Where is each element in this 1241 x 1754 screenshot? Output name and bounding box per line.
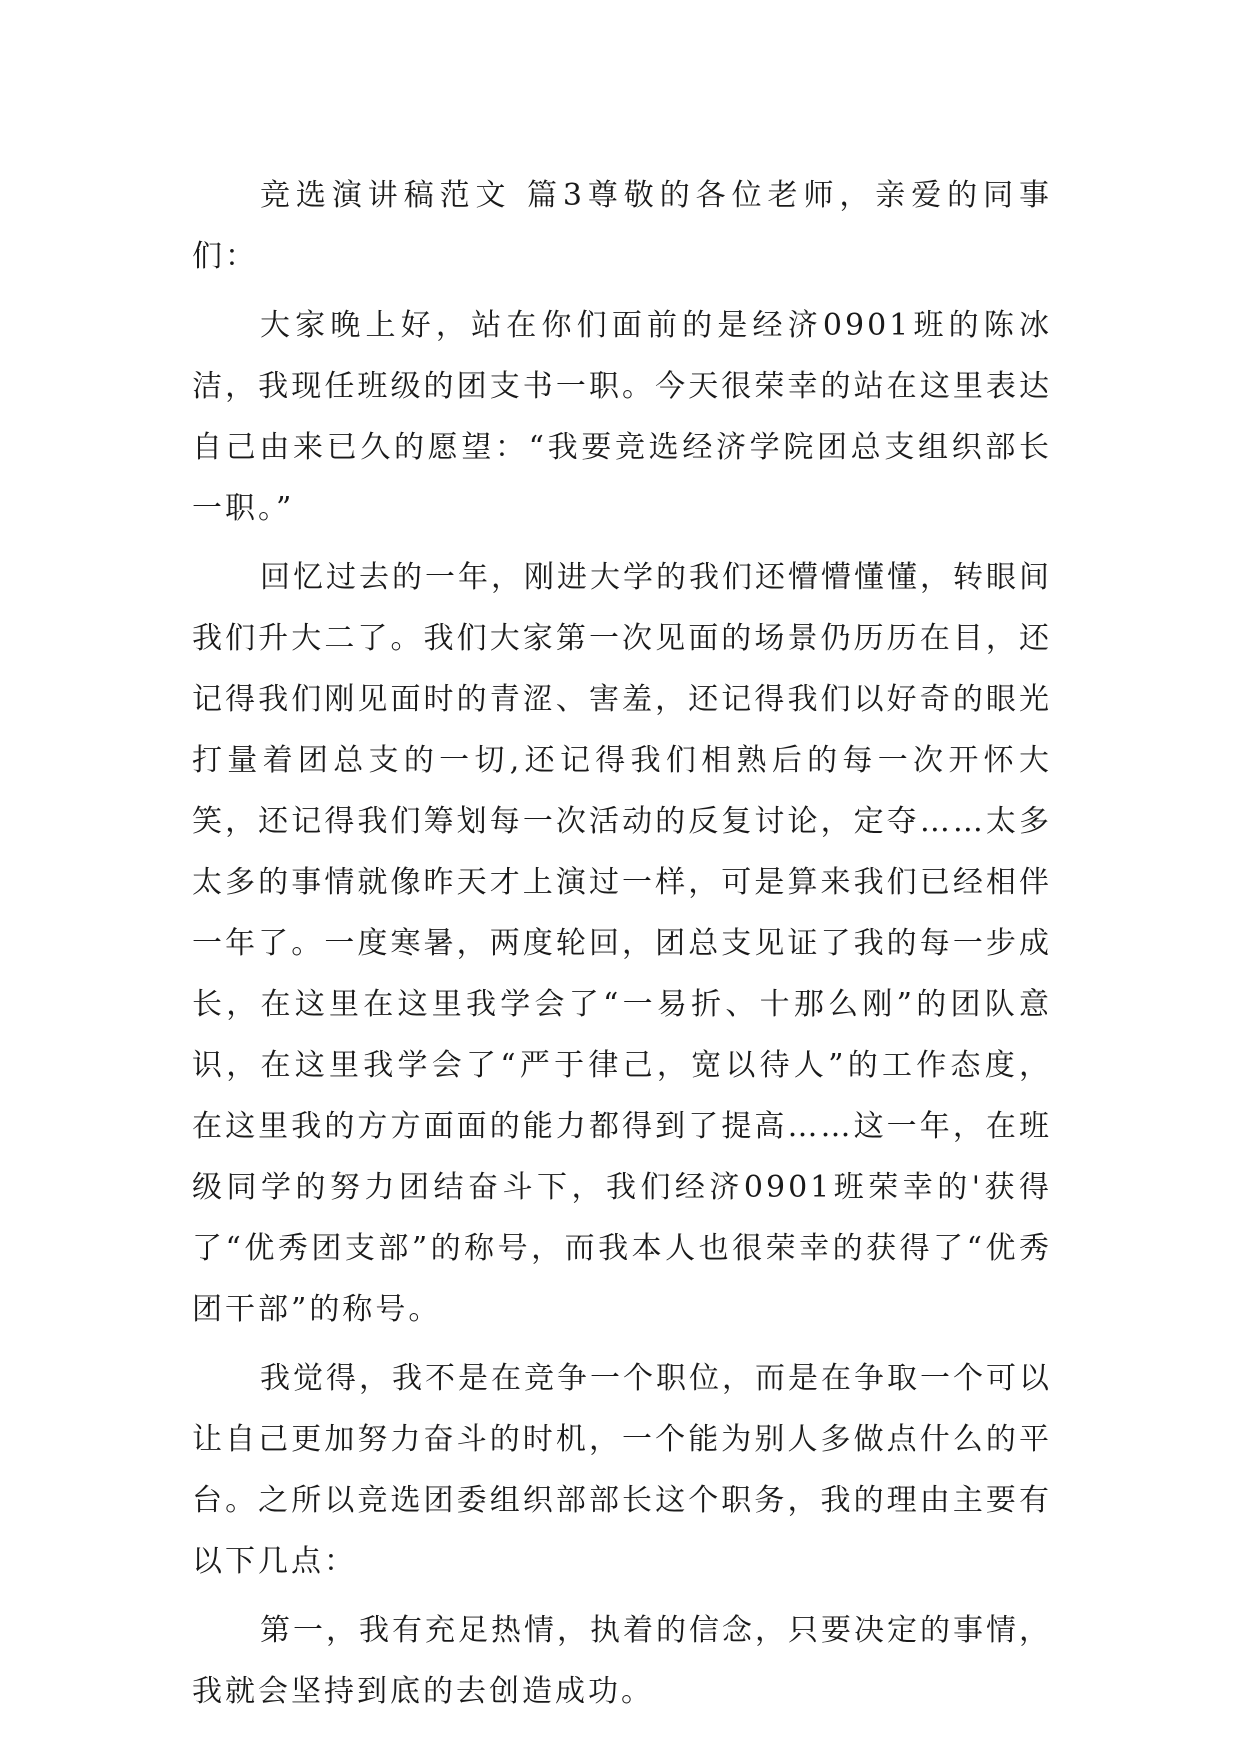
- paragraph-title-salutation: 竞选演讲稿范文 篇3尊敬的各位老师，亲爱的同事们：: [192, 178, 1052, 274]
- paragraph-reasons: 我觉得，我不是在竞争一个职位，而是在争取一个可以让自己更加努力奋斗的时机，一个能为别人多做点什么的平台。之所以竞选团委组织部部长这个职务，我的理由主要有以下几点：: [192, 1361, 1052, 1579]
- paragraph-introduction: 大家晚上好，站在你们面前的是经济0901班的陈冰洁，我现任班级的团支书一职。今天很荣幸的站在这里表达自己由来已久的愿望：“我要竞选经济学院团总支组织部长一职。”: [192, 308, 1052, 526]
- paragraph-first-reason: 第一，我有充足热情，执着的信念，只要决定的事情，我就会坚持到底的去创造成功。: [192, 1613, 1052, 1709]
- document-body: [192, 165, 1052, 1730]
- paragraph-past-year: 回忆过去的一年，刚进大学的我们还懵懵懂懂，转眼间我们升大二了。我们大家第一次见面的场景仍历历在目，还记得我们刚见面时的青涩、害羞，还记得我们以好奇的眼光打量着团总支的一切,还记得我们相熟后的每一次开怀大笑，还记得我们筹划每一次活动的反复讨论，定夺……太多太多的事情就像昨天才上演过一样，可是算来我们已经相伴一年了。一度寒暑，两度轮回，团总支见证了我的每一步成长，在这里在这里我学会了“一易折、十那么刚”的团队意识，在这里我学会了“严于律己，宽以待人”的工作态度，在这里我的方方面面的能力都得到了提高……这一年，在班级同学的努力团结奋斗下，我们经济0901班荣幸的'获得了“优秀团支部”的称号，而我本人也很荣幸的获得了“优秀团干部”的称号。: [192, 560, 1052, 1327]
